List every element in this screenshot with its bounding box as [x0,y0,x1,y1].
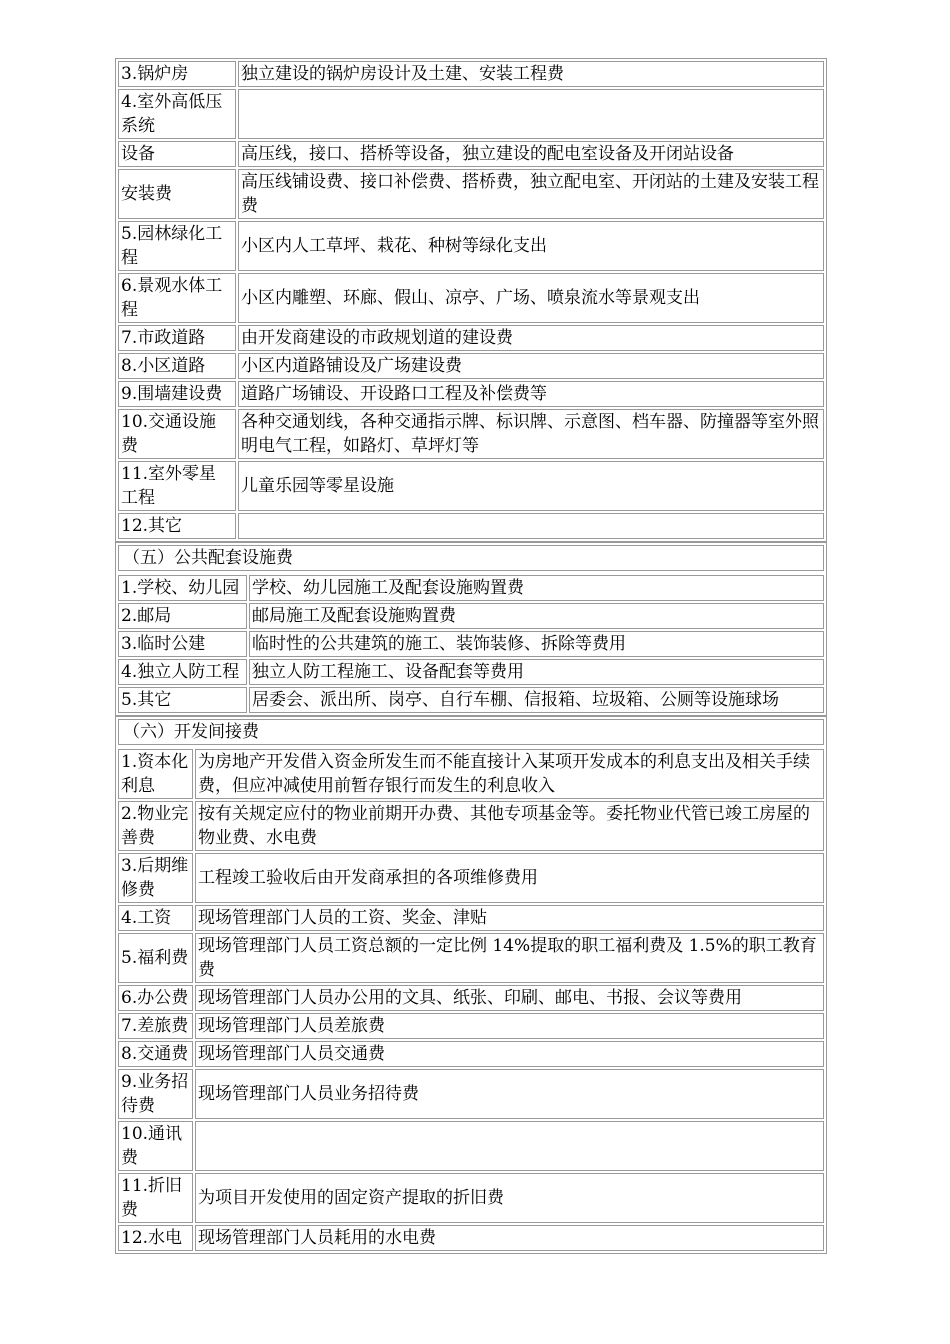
description-cell: 小区内雕塑、环廊、假山、凉亭、广场、喷泉流水等景观支出 [238,273,824,323]
table-row [118,273,824,323]
description-cell: 高压线，接口、搭桥等设备，独立建设的配电室设备及开闭站设备 [238,141,824,167]
table-row [118,801,824,851]
description-cell: 独立建设的锅炉房设计及土建、安装工程费 [238,61,824,87]
table-row [118,61,824,87]
table-row [118,631,824,657]
item-cell: 11.折旧费 [118,1173,193,1223]
item-cell: 3.临时公建 [118,631,247,657]
description-cell: 按有关规定应付的物业前期开办费、其他专项基金等。委托物业代管已竣工房屋的物业费、水电费 [195,801,824,851]
table-body [118,61,824,539]
table-row [118,353,824,379]
description-cell: 小区内人工草坪、栽花、种树等绿化支出 [238,221,824,271]
item-cell: 2.邮局 [118,603,247,629]
cost-table-indirect-costs [116,747,826,1253]
table-row [118,687,824,713]
description-cell: 道路广场铺设、开设路口工程及补偿费等 [238,381,824,407]
description-cell: 为项目开发使用的固定资产提取的折旧费 [195,1173,824,1223]
description-cell: 现场管理部门人员工资总额的一定比例 14%提取的职工福利费及 1.5%的职工教育费 [195,933,824,983]
table-row [118,513,824,539]
description-cell: 各种交通划线，各种交通指示牌、标识牌、示意图、档车器、防撞器等室外照明电气工程，如路灯、草坪灯等 [238,409,824,459]
section-title: （六）开发间接费 [118,719,824,745]
description-cell: 现场管理部门人员业务招待费 [195,1069,824,1119]
item-cell: 1.资本化利息 [118,749,193,799]
table-row [118,1225,824,1251]
table-body [118,575,824,713]
item-cell: 4.室外高低压系统 [118,89,236,139]
cost-table-construction [116,59,826,541]
item-cell: 8.交通费 [118,1041,193,1067]
description-cell: 小区内道路铺设及广场建设费 [238,353,824,379]
item-cell: 9.业务招待费 [118,1069,193,1119]
table-row [118,409,824,459]
item-cell: 3.后期维修费 [118,853,193,903]
description-cell: 现场管理部门人员的工资、奖金、津贴 [195,905,824,931]
item-cell: 4.工资 [118,905,193,931]
table-row [118,169,824,219]
item-cell: 10.交通设施费 [118,409,236,459]
description-cell: 现场管理部门人员差旅费 [195,1013,824,1039]
table-row [118,905,824,931]
item-cell: 10.通讯费 [118,1121,193,1171]
table-row [118,221,824,271]
item-cell: 6.办公费 [118,985,193,1011]
description-cell: 现场管理部门人员耗用的水电费 [195,1225,824,1251]
item-cell: 8.小区道路 [118,353,236,379]
table-row [118,853,824,903]
item-cell: 5.福利费 [118,933,193,983]
table-block-construction [115,58,827,542]
table-row [118,749,824,799]
description-cell: 独立人防工程施工、设备配套等费用 [249,659,824,685]
table-row [118,325,824,351]
table-row [118,575,824,601]
item-cell: 1.学校、幼儿园 [118,575,247,601]
description-cell [238,89,824,139]
item-cell: 12.其它 [118,513,236,539]
description-cell: 儿童乐园等零星设施 [238,461,824,511]
table-block-indirect-costs [115,716,827,1254]
item-cell: 设备 [118,141,236,167]
item-cell: 5.园林绿化工程 [118,221,236,271]
table-row [118,985,824,1011]
table-row [118,1069,824,1119]
table-row [118,461,824,511]
item-cell: 6.景观水体工程 [118,273,236,323]
table-row [118,603,824,629]
table-row [118,381,824,407]
section-title: （五）公共配套设施费 [118,545,824,571]
item-cell: 7.市政道路 [118,325,236,351]
item-cell: 3.锅炉房 [118,61,236,87]
table-body [118,749,824,1251]
description-cell: 工程竣工验收后由开发商承担的各项维修费用 [195,853,824,903]
table-row [118,1041,824,1067]
description-cell: 学校、幼儿园施工及配套设施购置费 [249,575,824,601]
table-row [118,1013,824,1039]
item-cell: 安装费 [118,169,236,219]
table-row [118,659,824,685]
cost-document [115,58,827,1254]
table-row [118,933,824,983]
description-cell: 邮局施工及配套设施购置费 [249,603,824,629]
description-cell: 为房地产开发借入资金所发生而不能直接计入某项开发成本的利息支出及相关手续费，但应冲减使用前暂存银行而发生的利息收入 [195,749,824,799]
table-row [118,89,824,139]
cost-table-public-facilities [116,573,826,715]
description-cell: 现场管理部门人员交通费 [195,1041,824,1067]
description-cell: 由开发商建设的市政规划道的建设费 [238,325,824,351]
item-cell: 12.水电 [118,1225,193,1251]
table-row [118,141,824,167]
item-cell: 7.差旅费 [118,1013,193,1039]
table-row [118,1121,824,1171]
item-cell: 4.独立人防工程 [118,659,247,685]
table-block-public-facilities [115,542,827,716]
description-cell [238,513,824,539]
item-cell: 5.其它 [118,687,247,713]
table-row [118,1173,824,1223]
description-cell: 现场管理部门人员办公用的文具、纸张、印刷、邮电、书报、会议等费用 [195,985,824,1011]
description-cell: 高压线铺设费、接口补偿费、搭桥费，独立配电室、开闭站的土建及安装工程费 [238,169,824,219]
description-cell: 临时性的公共建筑的施工、装饰装修、拆除等费用 [249,631,824,657]
item-cell: 11.室外零星工程 [118,461,236,511]
item-cell: 2.物业完善费 [118,801,193,851]
description-cell: 居委会、派出所、岗亭、自行车棚、信报箱、垃圾箱、公厕等设施球场 [249,687,824,713]
description-cell [195,1121,824,1171]
item-cell: 9.围墙建设费 [118,381,236,407]
